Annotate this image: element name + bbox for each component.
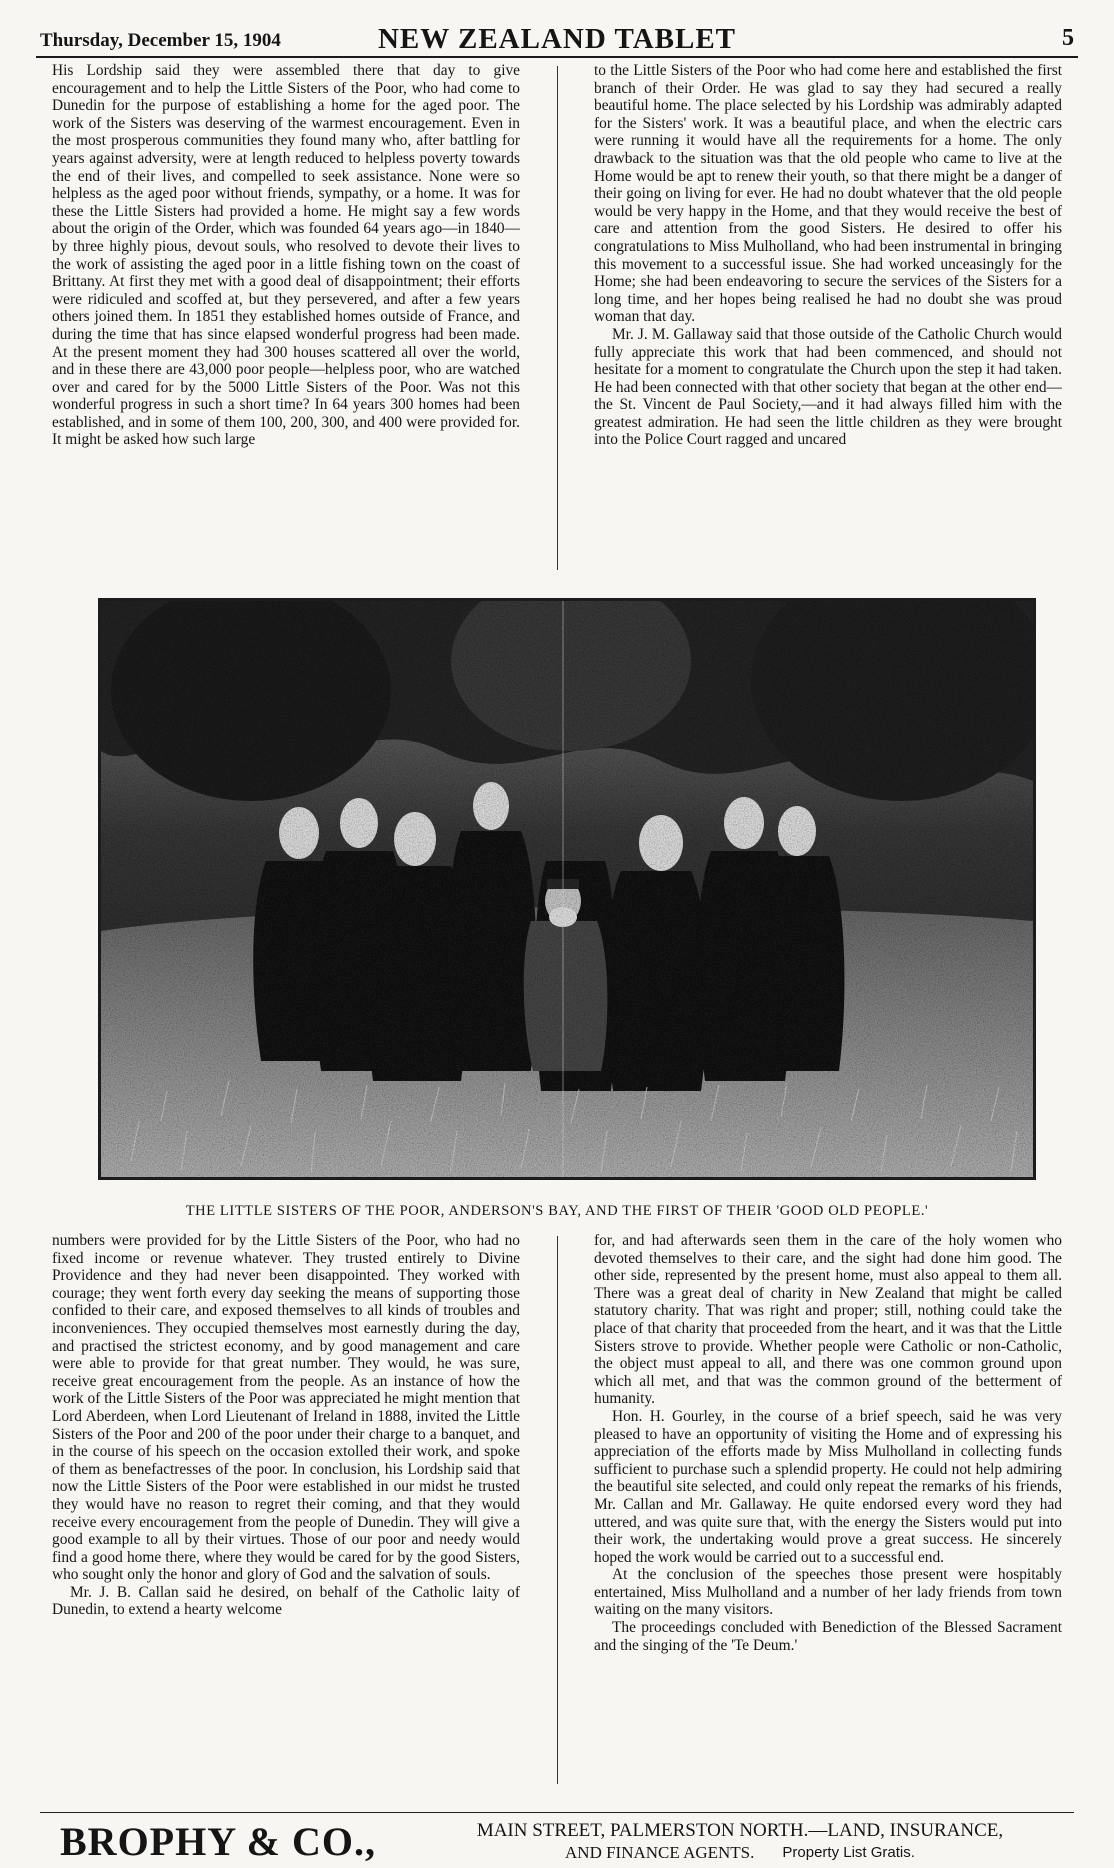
- paragraph: numbers were provided for by the Little Sisters of the Poor, who had no fixed income or revenue whatever. They trusted entirely to Divine Providence and they had never been disappointed. They worked with courage; they went forth every day seeking the means of supporting those confided to their care, and exposed themselves to all kinds of troubles and inconveniences. They occupied themselves most earnestly during the day, and practised the strictest economy, and by good management and care were able to provide for that great number. They would, he was sure, receive great encouragement from the people. As an instance of how the work of the Little Sisters of the Poor was appreciated he might mention that Lord Aberdeen, when Lord Lieutenant of Ireland in 1888, invited the Little Sisters of the Poor and 200 of the poor under their charge to a banquet, and in the course of his speech on the occasion extolled their work, and spoke of them as benefactresses of the poor. In conclusion, his Lordship said that now the Little Sisters of the Poor were established in our midst he trusted they would have no reason to regret their coming, and that they would receive every encouragement from the people of Dunedin. They will give a good example to all by their virtues. Those of our poor and needy would find a good home there, where they would be cared for by the good Sisters, who sought only the honor and glory of God and the salvation of souls.: [52, 1232, 520, 1584]
- top-article-columns: [52, 62, 1062, 574]
- newspaper-title: NEW ZEALAND TABLET: [377, 23, 737, 55]
- advertisement-rule: [40, 1812, 1074, 1813]
- paragraph: Mr. J. B. Callan said he desired, on behalf of the Catholic laity of Dunedin, to extend a hearty welcome: [52, 1583, 520, 1619]
- paragraph: At the conclusion of the speeches those present were hospitably entertained, Miss Mulholland and a number of her lady friends from town waiting on the many visitors.: [594, 1566, 1062, 1619]
- paragraph: His Lordship said they were assembled there that day to give encouragement and to help the Little Sisters of the Poor, who had come to Dunedin for the purpose of establishing a home for the aged poor. The work of the Sisters was deserving of the warmest encouragement. Even in the most prosperous communities they found many who, after battling for years against adversity, were at length reduced to helpless poverty towards the end of their lives, and compelled to seek assistance. None were so helpless as the aged poor without friends, sympathy, or a home. It was for these the Little Sisters had provided a home. He might say a few words about the origin of the Order, which was founded 64 years ago—in 1840—by three highly pious, devout souls, who resolved to devote their lives to the work of assisting the aged poor in a little fishing town on the coast of Brittany. At first they met with a good deal of disappointment; their efforts were ridiculed and scoffed at, but they persevered, and after a few years others joined them. In 1851 they established homes outside of France, and during the time that has since elapsed wonderful progress had been made. At the present moment they had 300 houses scattered all over the world, and in these there are 43,000 poor people—helpless poor, who are watched over and cared for by the 5000 Little Sisters of the Poor. Was not this wonderful progress in such a short time? In 64 years 300 homes had been established, and in some of them 100, 200, 300, and 400 were provided for. It might be asked how such large: [52, 62, 520, 449]
- column-divider: [557, 1236, 558, 1784]
- column-bottom-right: [594, 1232, 1062, 1788]
- paragraph: The proceedings concluded with Benediction of the Blessed Sacrament and the singing of the 'Te Deum.': [594, 1619, 1062, 1654]
- column-divider: [557, 66, 558, 570]
- advertiser-name: BROPHY & CO.,: [60, 1819, 376, 1864]
- photo-caption: THE LITTLE SISTERS OF THE POOR, ANDERSON'S BAY, AND THE FIRST OF THEIR 'GOOD OLD PEOPLE.': [185, 1203, 929, 1219]
- masthead-rule: [36, 56, 1078, 58]
- advertisement-line-2: AND FINANCE AGENTS.: [565, 1843, 755, 1862]
- advertisement: [60, 1818, 1074, 1864]
- column-top-left: [52, 62, 520, 574]
- advertisement-line-2-row: [406, 1842, 1074, 1864]
- column-top-right: [594, 62, 1062, 574]
- group-photograph: [98, 598, 1036, 1180]
- issue-date: Thursday, December 15, 1904: [40, 30, 281, 51]
- advertisement-property-list: Property List Gratis.: [782, 1844, 915, 1861]
- paragraph: for, and had afterwards seen them in the care of the holy women who devoted themselves to their care, and the sight had done him good. The other side, represented by the present home, must also appeal to them all. There was a great deal of charity in New Zealand that might be called statutory charity. That was right and proper; still, nothing could take the place of that charity that proceeded from the heart, and it was that the Little Sisters strove to provide. Whether people were Catholic or non-Catholic, the object must appeal to all, and there was one common ground upon which all met, and that was the common ground of the betterment of humanity.: [594, 1232, 1062, 1408]
- advertisement-text: [406, 1818, 1074, 1864]
- paragraph: Hon. H. Gourley, in the course of a brief speech, said he was very pleased to have an opportunity of visiting the Home and of expressing his appreciation of the efforts made by Miss Mulholland in collecting funds sufficient to purchase such a splendid property. He could not help admiring the beautiful site selected, and could only repeat the remarks of his friends, Mr. Callan and Mr. Gallaway. He quite endorsed every word they had uttered, and was quite sure that, with the energy the Sisters would put into their work, the undertaking would prove a great success. He sincerely hoped the work would be carried out to a successful end.: [594, 1407, 1062, 1566]
- paragraph: Mr. J. M. Gallaway said that those outside of the Catholic Church would fully appreciate this work that had been commenced, and should not hesitate for a moment to congratulate the Church upon the step it had taken. He had been connected with that other society that began at the other end—the St. Vincent de Paul Society,—and it had always filled him with the greatest admiration. He had seen the little children as they were brought into the Police Court ragged and uncared: [594, 325, 1062, 449]
- page-number: 5: [1062, 25, 1074, 51]
- paragraph: to the Little Sisters of the Poor who had come here and established the first branch of their Order. He was glad to say they had secured a really beautiful home. The place selected by his Lordship was admirably adapted for the Sisters' work. It was a beautiful place, and when the electric cars were running it would have all the requirements for a home. The only drawback to the situation was that the old people who came to live at the Home would be apt to renew their youth, so that there might be a danger of their going on living for ever. He had no doubt whatever that the old people would be very happy in the Home, and that they would receive the best of care and attention from the good Sisters. He desired to offer his congratulations to Miss Mulholland, who had been instrumental in bringing this movement to a successful issue. She had worked unceasingly for the Home; she had been endeavoring to secure the services of the Sisters for a long time, and her hopes being realised he had no doubt she was proud woman that day.: [594, 62, 1062, 326]
- masthead: [40, 22, 1074, 55]
- column-bottom-left: [52, 1232, 520, 1788]
- advertisement-line-1: MAIN STREET, PALMERSTON NORTH.—LAND, INSURANCE,: [476, 1820, 1004, 1841]
- bottom-article-columns: [52, 1232, 1062, 1788]
